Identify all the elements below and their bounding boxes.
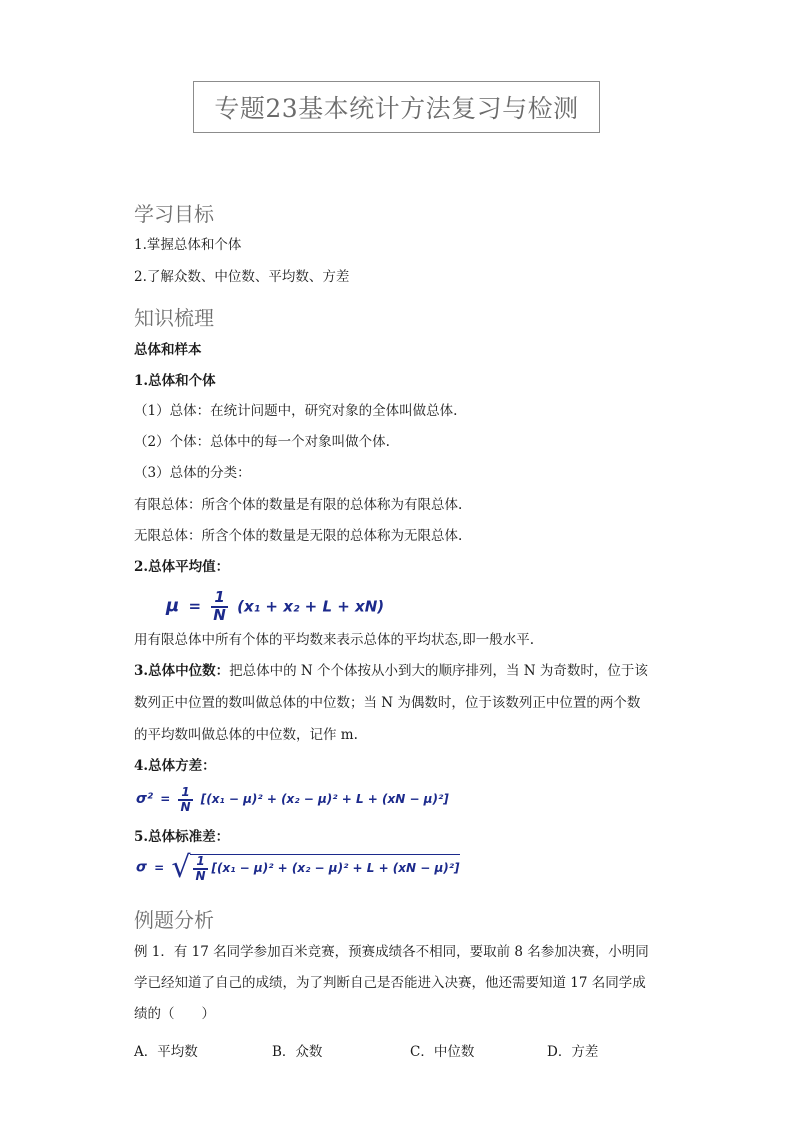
mean-eq: = [188,597,202,616]
median-line-1 [134,665,648,679]
option-d[interactable]: D．方差 [547,1044,599,1060]
population-heading: 总体和样本 [134,342,202,358]
median-line-2: 数列正中位置的数叫做总体的中位数；当 N 为偶数时，位于该数列正中位置的两个数 [134,695,641,711]
option-c[interactable]: C．中位数 [410,1044,475,1060]
stddev-lhs: σ [136,859,147,876]
stddev-formula [136,850,460,885]
infinite-population: 无限总体：所含个体的数量是无限的总体称为无限总体. [134,528,463,544]
sub4-heading: 4.总体方差： [134,758,216,774]
example-line-2: 学已经知道了自己的成绩，为了判断自己是否能进入决赛，他还需要知道 17 名同学成 [134,975,646,991]
variance-den: N [180,799,191,814]
mean-note: 用有限总体中所有个体的平均数来表示总体的平均状态,即一般水平. [134,632,535,648]
stddev-eq: = [154,860,165,875]
median-text-1: 把总体中的 N 个个体按从小到大的顺序排列，当 N 为奇数时，位于该 [229,663,648,679]
document-title: 专题23基本统计方法复习与检测 [193,81,600,133]
sub2-heading: 2.总体平均值： [134,559,230,575]
objective-2: 2.了解众数、中位数、平均数、方差 [134,269,350,285]
mean-num: 1 [211,590,227,608]
finite-population: 有限总体：所含个体的数量是有限的总体称为有限总体. [134,497,463,513]
variance-body: [(x₁ − μ)² + (x₂ − μ)² + L + (xN − μ)²] [200,792,449,807]
mean-den: N [213,605,226,624]
median-line-3: 的平均数叫做总体的中位数，记作 m. [134,727,358,743]
mean-lhs: μ [166,595,180,617]
stddev-radicand [190,854,459,882]
stddev-body: [(x₁ − μ)² + (x₂ − μ)² + L + (xN − μ)²] [211,861,460,875]
knowledge-heading: 知识梳理 [134,306,214,330]
objectives-heading: 学习目标 [134,202,214,226]
example-heading: 例题分析 [134,908,214,932]
sub3-label: 3.总体中位数： [134,663,230,679]
variance-formula [136,786,449,813]
objective-1: 1.掌握总体和个体 [134,237,242,253]
example-line-1: 例 1．有 17 名同学参加百米竞赛，预赛成绩各不相同，要取前 8 名参加决赛，小明同 [134,944,649,960]
variance-num: 1 [178,786,192,801]
sub5-heading: 5.总体标准差： [134,829,230,845]
item-2: （2）个体：总体中的每一个对象叫做个体. [134,434,390,450]
stddev-den: N [195,868,206,883]
sqrt-icon: √ [171,850,191,885]
item-1: （1）总体：在统计问题中，研究对象的全体叫做总体. [134,403,458,419]
option-b[interactable]: B．众数 [272,1044,323,1060]
option-a[interactable]: A．平均数 [134,1044,198,1060]
variance-lhs: σ² [136,791,154,808]
sub1-heading: 1.总体和个体 [134,373,216,389]
stddev-num: 1 [193,855,207,870]
item-3: （3）总体的分类： [134,465,251,481]
variance-eq: = [160,792,171,807]
mean-formula [166,590,384,624]
example-line-3: 绩的（ ） [134,1006,215,1022]
mean-body: (x₁ + x₂ + L + xN) [237,597,385,616]
